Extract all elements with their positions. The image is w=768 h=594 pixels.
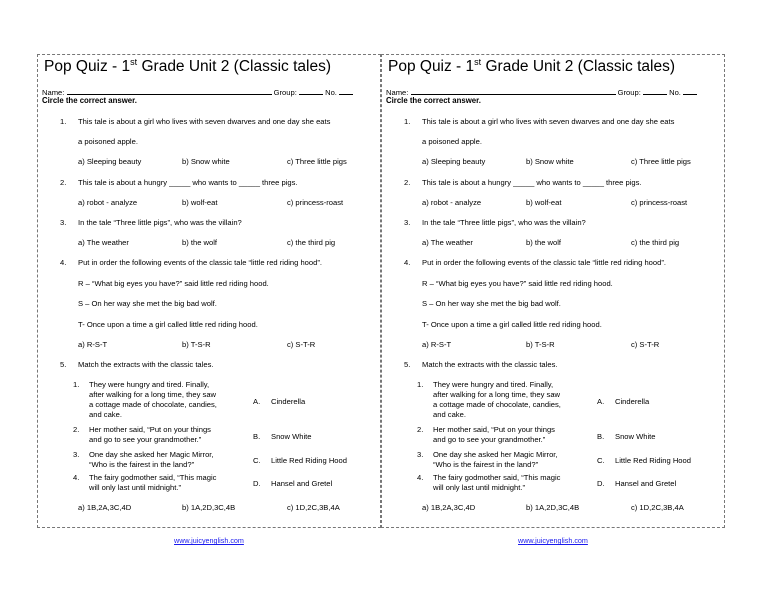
name-label: Name: — [386, 88, 409, 97]
quiz-sheet-right — [381, 54, 725, 528]
tale-letter: B. — [597, 432, 605, 441]
answer-option[interactable]: a) 1B,2A,3C,4D — [422, 503, 476, 512]
tale-letter: C. — [253, 456, 261, 465]
group-label: Group: — [617, 88, 641, 97]
answer-option[interactable]: b) wolf-eat — [182, 198, 218, 207]
group-field[interactable] — [299, 87, 323, 95]
answer-option[interactable]: c) the third pig — [631, 238, 680, 247]
question-number: 3. — [404, 218, 411, 227]
extract-number: 1. — [73, 380, 80, 389]
extract-line: after walking for a long time, they saw — [433, 390, 561, 399]
answer-option[interactable]: c) Three little pigs — [631, 157, 691, 166]
story-event: T- Once upon a time a girl called little red riding hood. — [78, 320, 258, 329]
number-field[interactable] — [683, 87, 697, 95]
tale-letter: C. — [597, 456, 605, 465]
group-field[interactable] — [643, 87, 667, 95]
question-text: Match the extracts with the classic tales. — [78, 360, 214, 369]
question-number: 4. — [60, 258, 67, 267]
extract-number: 4. — [417, 473, 424, 482]
extract-line: after walking for a long time, they saw — [89, 390, 217, 399]
tale-letter: D. — [253, 479, 261, 488]
extract-line: The fairy godmother said, “This magic — [89, 473, 217, 482]
quiz-sheet-left — [37, 54, 381, 528]
question-text: Put in order the following events of the classic tale “little red riding hood”. — [422, 258, 666, 267]
question-text: This tale is about a hungry _____ who wants to _____ three pigs. — [78, 178, 298, 187]
extract-number: 2. — [417, 425, 424, 434]
extract-line: “Who is the fairest in the land?” — [89, 460, 195, 469]
question-text: This tale is about a girl who lives with seven dwarves and one day she eats — [78, 117, 331, 126]
answer-option[interactable]: b) the wolf — [182, 238, 218, 247]
question-text: Match the extracts with the classic tales. — [422, 360, 558, 369]
answer-option[interactable]: c) S-T-R — [631, 340, 660, 349]
tale-name: Snow White — [615, 432, 656, 441]
tale-name: Little Red Riding Hood — [271, 456, 347, 465]
answer-option[interactable]: a) R-S-T — [422, 340, 452, 349]
extract-line: Her mother said, “Put on your things — [433, 425, 555, 434]
extract-line: “Who is the fairest in the land?” — [433, 460, 539, 469]
answer-option[interactable]: b) Snow white — [526, 157, 574, 166]
question-number: 1. — [404, 117, 411, 126]
tale-name: Snow White — [271, 432, 312, 441]
question-number: 2. — [404, 178, 411, 187]
name-field[interactable] — [411, 87, 616, 95]
answer-option[interactable]: a) The weather — [422, 238, 473, 247]
answer-option[interactable]: b) T-S-R — [526, 340, 555, 349]
extract-number: 3. — [73, 450, 80, 459]
answer-option[interactable]: a) R-S-T — [78, 340, 108, 349]
tale-letter: A. — [253, 397, 261, 406]
answer-option[interactable]: c) Three little pigs — [287, 157, 347, 166]
answer-option[interactable]: b) the wolf — [526, 238, 562, 247]
extract-number: 1. — [417, 380, 424, 389]
number-label: No. — [669, 88, 681, 97]
extract-line: and cake. — [89, 410, 122, 419]
answer-option[interactable]: b) T-S-R — [182, 340, 211, 349]
answer-option[interactable]: b) Snow white — [182, 157, 230, 166]
extract-line: One day she asked her Magic Mirror, — [433, 450, 558, 459]
tale-name: Little Red Riding Hood — [615, 456, 691, 465]
extract-line: They were hungry and tired. Finally, — [433, 380, 554, 389]
tale-name: Cinderella — [615, 397, 650, 406]
extract-line: One day she asked her Magic Mirror, — [89, 450, 214, 459]
extract-line: The fairy godmother said, “This magic — [433, 473, 561, 482]
extract-line: Her mother said, “Put on your things — [89, 425, 211, 434]
extract-line: will only last until midnight.” — [89, 483, 182, 492]
answer-option[interactable]: c) princess-roast — [631, 198, 688, 207]
tale-name: Hansel and Gretel — [615, 479, 677, 488]
story-event: R – “What big eyes you have?” said little red riding hood. — [422, 279, 613, 288]
question-number: 3. — [60, 218, 67, 227]
quiz-title: Pop Quiz - 1st Grade Unit 2 (Classic tales) — [388, 56, 675, 75]
number-label: No. — [325, 88, 337, 97]
tale-name: Cinderella — [271, 397, 306, 406]
question-number: 1. — [60, 117, 67, 126]
question-number: 5. — [60, 360, 67, 369]
answer-option[interactable]: a) 1B,2A,3C,4D — [78, 503, 132, 512]
answer-option[interactable]: a) robot - analyze — [422, 198, 482, 207]
answer-option[interactable]: a) Sleeping beauty — [78, 157, 142, 166]
answer-option[interactable]: c) the third pig — [287, 238, 336, 247]
question-text: a poisoned apple. — [422, 137, 482, 146]
extract-number: 2. — [73, 425, 80, 434]
answer-option[interactable]: a) The weather — [78, 238, 129, 247]
extract-number: 3. — [417, 450, 424, 459]
tale-name: Hansel and Gretel — [271, 479, 333, 488]
question-number: 5. — [404, 360, 411, 369]
tale-letter: D. — [597, 479, 605, 488]
footer-link-right[interactable]: www.juicyenglish.com — [518, 536, 588, 545]
answer-option[interactable]: b) 1A,2D,3C,4B — [182, 503, 236, 512]
tale-letter: B. — [253, 432, 261, 441]
answer-option[interactable]: c) S-T-R — [287, 340, 316, 349]
story-event: S – On her way she met the big bad wolf. — [78, 299, 217, 308]
extract-line: will only last until midnight.” — [433, 483, 526, 492]
instruction: Circle the correct answer. — [42, 96, 137, 105]
question-text: Put in order the following events of the classic tale “little red riding hood”. — [78, 258, 322, 267]
question-number: 2. — [60, 178, 67, 187]
extract-line: a cottage made of chocolate, candies, — [433, 400, 561, 409]
instruction: Circle the correct answer. — [386, 96, 481, 105]
answer-option[interactable]: b) 1A,2D,3C,4B — [526, 503, 580, 512]
extract-line: and cake. — [433, 410, 466, 419]
extract-line: and go to see your grandmother.” — [89, 435, 202, 444]
answer-option[interactable]: c) 1D,2C,3B,4A — [631, 503, 684, 512]
question-text: a poisoned apple. — [78, 137, 138, 146]
group-label: Group: — [273, 88, 297, 97]
footer-link-left[interactable]: www.juicyenglish.com — [174, 536, 244, 545]
extract-line: a cottage made of chocolate, candies, — [89, 400, 217, 409]
story-event: S – On her way she met the big bad wolf. — [422, 299, 561, 308]
extract-number: 4. — [73, 473, 80, 482]
extract-line: They were hungry and tired. Finally, — [89, 380, 210, 389]
name-label: Name: — [42, 88, 65, 97]
answer-option[interactable]: c) 1D,2C,3B,4A — [287, 503, 340, 512]
question-text: In the tale “Three little pigs”, who was the villain? — [422, 218, 586, 227]
story-event: R – “What big eyes you have?” said little red riding hood. — [78, 279, 269, 288]
answer-option[interactable]: c) princess-roast — [287, 198, 344, 207]
answer-option[interactable]: a) Sleeping beauty — [422, 157, 486, 166]
answer-option[interactable]: b) wolf-eat — [526, 198, 562, 207]
story-event: T- Once upon a time a girl called little red riding hood. — [422, 320, 602, 329]
name-field[interactable] — [67, 87, 272, 95]
question-text: In the tale “Three little pigs”, who was the villain? — [78, 218, 242, 227]
answer-option[interactable]: a) robot - analyze — [78, 198, 138, 207]
quiz-title: Pop Quiz - 1st Grade Unit 2 (Classic tales) — [44, 56, 331, 75]
question-text: This tale is about a hungry _____ who wants to _____ three pigs. — [422, 178, 642, 187]
tale-letter: A. — [597, 397, 605, 406]
number-field[interactable] — [339, 87, 353, 95]
question-number: 4. — [404, 258, 411, 267]
question-text: This tale is about a girl who lives with seven dwarves and one day she eats — [422, 117, 675, 126]
extract-line: and go to see your grandmother.” — [433, 435, 546, 444]
